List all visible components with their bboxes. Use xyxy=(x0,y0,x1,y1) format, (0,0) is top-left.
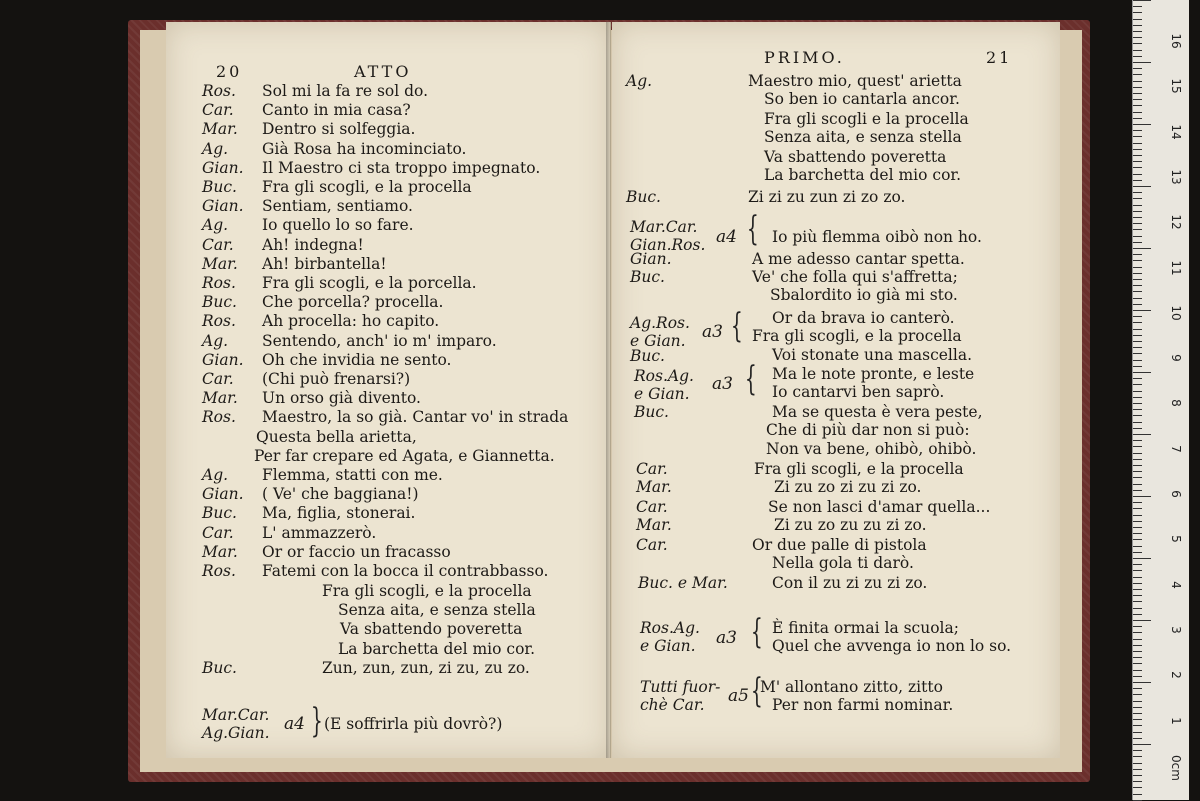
line-text: Fra gli scogli, e la porcella. xyxy=(262,274,477,292)
ruler-number: 2 xyxy=(1169,671,1183,679)
brace: { xyxy=(750,671,763,711)
ruler-number: 1 xyxy=(1169,716,1183,725)
line-text: Dentro si solfeggia. xyxy=(262,120,416,139)
measuring-ruler xyxy=(1132,0,1189,800)
line-text: Fra gli scogli, e la procella xyxy=(754,460,964,478)
ruler-tick xyxy=(1133,415,1142,416)
ruler-tick xyxy=(1133,136,1142,137)
speaker-label: Buc. e Mar. xyxy=(638,574,728,592)
ruler-tick xyxy=(1133,521,1142,522)
speaker-label: Buc. xyxy=(202,293,237,312)
ruler-number: 15 xyxy=(1169,78,1183,94)
ensemble-line: Quel che avvenga io non lo so. xyxy=(772,637,1012,655)
ruler-tick xyxy=(1133,701,1142,702)
ruler-tick xyxy=(1133,471,1142,472)
line-text: Nella gola ti darò. xyxy=(772,554,914,572)
line-text: Ah! indegna! xyxy=(262,235,364,254)
line-text: Voi stonate una mascella. xyxy=(772,346,973,364)
speaker-label: Buc. xyxy=(202,658,237,677)
brace: { xyxy=(750,612,763,652)
ruler-tick xyxy=(1133,143,1142,144)
page-number: 21 xyxy=(986,48,1013,67)
ruler-tick xyxy=(1133,87,1142,88)
ruler-number: 4 xyxy=(1169,580,1183,589)
ruler-tick xyxy=(1133,366,1142,367)
line-text: Per far crepare ed Agata, e Giannetta. xyxy=(254,446,555,465)
ensemble-line: Per non farmi nominar. xyxy=(772,696,954,714)
line-text: Fra gli scogli e la procella xyxy=(764,110,969,128)
ruler-tick xyxy=(1133,750,1142,751)
ensemble-line: È finita ormai la scuola; xyxy=(772,619,959,637)
line-text: Va sbattendo poveretta xyxy=(764,148,947,166)
ruler-tick xyxy=(1133,198,1142,199)
ruler-tick xyxy=(1133,663,1142,664)
ruler-tick xyxy=(1133,490,1142,491)
line-text: (Chi può frenarsi?) xyxy=(262,370,411,388)
ensemble-line: Io cantarvi ben saprò. xyxy=(772,383,945,401)
ruler-tick xyxy=(1133,446,1142,447)
ruler-tick xyxy=(1133,508,1142,509)
page-number: 20 xyxy=(216,62,243,81)
ruler-number: 12 xyxy=(1169,214,1183,230)
ruler-tick xyxy=(1133,546,1142,547)
line-text: La barchetta del mio cor. xyxy=(338,639,536,658)
speaker-label: Buc. xyxy=(630,268,665,286)
line-text: Or or faccio un fracasso xyxy=(262,542,451,561)
speaker-label: Mar. xyxy=(202,120,238,139)
speaker-label: Ros. xyxy=(202,82,236,100)
ruler-tick xyxy=(1133,310,1151,311)
ensemble-speaker: Ros.Ag. xyxy=(634,367,694,385)
speaker-label: Mar. xyxy=(636,478,672,496)
line-text: Sol mi la fa re sol do. xyxy=(262,82,429,100)
line-text: Senza aita, e senza stella xyxy=(764,128,962,146)
ruler-number: 7 xyxy=(1169,444,1183,453)
ruler-tick xyxy=(1133,676,1142,677)
ruler-tick xyxy=(1133,391,1142,392)
speaker-label: Car. xyxy=(636,498,668,516)
ruler-tick xyxy=(1133,496,1151,497)
ruler-number: 3 xyxy=(1169,626,1183,634)
ruler-tick xyxy=(1133,279,1142,280)
line-text: Ah! birbantella! xyxy=(262,254,387,273)
speaker-label: Mar. xyxy=(202,542,238,561)
ensemble-count: a4 xyxy=(284,714,305,734)
ensemble-line: Or da brava io canterò. xyxy=(772,309,955,327)
ruler-number: 11 xyxy=(1169,259,1183,276)
ruler-tick xyxy=(1133,260,1142,261)
ruler-tick xyxy=(1133,639,1142,640)
ensemble-count: a5 xyxy=(728,686,749,706)
ruler-tick xyxy=(1133,285,1142,286)
running-head: ATTO xyxy=(354,62,412,81)
brace: { xyxy=(730,306,743,346)
ruler-tick xyxy=(1133,229,1142,230)
ruler-tick xyxy=(1133,93,1142,94)
ruler-tick xyxy=(1133,502,1142,503)
line-text: Io quello lo so fare. xyxy=(262,216,414,235)
ruler-tick xyxy=(1133,558,1151,559)
speaker-label: Ag. xyxy=(202,466,229,484)
ruler-number: 16 xyxy=(1169,33,1183,49)
ensemble-speaker: e Gian. xyxy=(630,332,686,350)
ruler-tick xyxy=(1133,298,1142,299)
brace: } xyxy=(310,701,323,741)
ensemble-count: a3 xyxy=(712,374,733,394)
speaker-label: Ag. xyxy=(202,331,229,350)
speaker-label: Buc. xyxy=(630,347,665,365)
ruler-tick xyxy=(1133,533,1142,534)
ensemble-speaker: Ag.Gian. xyxy=(202,724,270,742)
line-text: Or due palle di pistola xyxy=(752,536,927,554)
ensemble-speaker: Ros.Ag. xyxy=(640,619,700,637)
speaker-label: Car. xyxy=(202,523,234,542)
ruler-tick xyxy=(1133,577,1142,578)
ruler-tick xyxy=(1133,347,1142,348)
ensemble-speaker: e Gian. xyxy=(640,637,696,655)
ruler-tick xyxy=(1133,651,1142,652)
ensemble-text: Io più flemma oibò non ho. xyxy=(772,228,982,246)
ruler-tick xyxy=(1133,273,1142,274)
ruler-tick xyxy=(1133,68,1142,69)
ruler-tick xyxy=(1133,242,1142,243)
ruler-tick xyxy=(1133,217,1142,218)
line-text: Non va bene, ohibò, ohibò. xyxy=(766,440,977,458)
ensemble-speaker: Mar.Car. xyxy=(630,218,698,236)
ruler-tick xyxy=(1133,12,1142,13)
line-text: Oh che invidia ne sento. xyxy=(262,350,452,369)
ruler-tick xyxy=(1133,211,1142,212)
ruler-tick xyxy=(1133,515,1142,516)
speaker-label: Mar. xyxy=(636,516,672,534)
ruler-tick xyxy=(1133,645,1142,646)
ruler-tick xyxy=(1133,130,1142,131)
speaker-label: Mar. xyxy=(202,254,238,273)
ruler-tick xyxy=(1133,608,1142,609)
ruler-tick xyxy=(1133,422,1142,423)
line-text: Se non lasci d'amar quella... xyxy=(768,498,991,516)
line-text: Il Maestro ci sta troppo impegnato. xyxy=(262,158,541,177)
ruler-tick xyxy=(1133,552,1142,553)
ruler-tick xyxy=(1133,781,1142,782)
line-text: Ah procella: ho capito. xyxy=(262,312,440,331)
ruler-tick xyxy=(1133,403,1142,404)
ruler-tick xyxy=(1133,694,1142,695)
ruler-tick xyxy=(1133,74,1142,75)
ruler-tick xyxy=(1133,713,1142,714)
ruler-tick xyxy=(1133,527,1142,528)
ruler-tick xyxy=(1133,453,1142,454)
speaker-label: Buc. xyxy=(626,188,661,206)
ruler-tick xyxy=(1133,31,1142,32)
left-page xyxy=(166,22,611,758)
ruler-tick xyxy=(1133,180,1142,181)
ensemble-text: (E soffrirla più dovrò?) xyxy=(324,715,503,733)
ruler-tick xyxy=(1133,81,1142,82)
ruler-tick xyxy=(1133,155,1142,156)
ruler-tick xyxy=(1133,787,1142,788)
line-text: Va sbattendo poveretta xyxy=(340,620,523,639)
ruler-tick xyxy=(1133,775,1142,776)
line-text: Che di più dar non si può: xyxy=(766,421,970,439)
ruler-tick xyxy=(1133,372,1151,373)
ruler-tick xyxy=(1133,378,1142,379)
ensemble-line: M' allontano zitto, zitto xyxy=(760,678,943,696)
line-text: Sbalordito io già mi sto. xyxy=(770,286,958,304)
right-page xyxy=(612,22,1060,758)
ruler-tick xyxy=(1133,465,1142,466)
speaker-label: Gian. xyxy=(202,197,244,216)
speaker-label: Car. xyxy=(202,370,234,388)
ruler-tick xyxy=(1133,688,1142,689)
line-text: Con il zu zi zu zi zo. xyxy=(772,574,928,592)
brace: { xyxy=(746,209,759,249)
speaker-label: Ros. xyxy=(202,408,236,427)
line-text: Fra gli scogli, e la procella xyxy=(262,178,472,196)
ruler-tick xyxy=(1133,43,1142,44)
line-text: Zi zi zu zun zi zo zo. xyxy=(748,188,906,206)
ruler-tick xyxy=(1133,409,1142,410)
ruler-tick xyxy=(1133,440,1142,441)
ruler-tick xyxy=(1133,167,1142,168)
ruler-tick xyxy=(1133,223,1142,224)
speaker-label: Gian. xyxy=(202,485,244,504)
ruler-tick xyxy=(1133,428,1142,429)
ruler-tick xyxy=(1133,329,1142,330)
line-text: Un orso già divento. xyxy=(262,389,421,408)
ruler-tick xyxy=(1133,707,1142,708)
ruler-number: 10 xyxy=(1169,305,1183,321)
ruler-tick xyxy=(1133,632,1142,633)
ruler-tick xyxy=(1133,484,1142,485)
ruler-tick xyxy=(1133,763,1142,764)
line-text: Sentendo, anch' io m' imparo. xyxy=(262,331,497,350)
speaker-label: Ros. xyxy=(202,312,236,331)
line-text: So ben io cantarla ancor. xyxy=(764,90,960,108)
ensemble-speaker: Tutti fuor- xyxy=(640,678,721,696)
ruler-tick xyxy=(1133,682,1151,683)
ruler-tick xyxy=(1133,316,1142,317)
ruler-number: 5 xyxy=(1169,535,1183,544)
ruler-tick xyxy=(1133,360,1142,361)
ruler-tick xyxy=(1133,304,1142,305)
ruler-tick xyxy=(1133,459,1142,460)
ruler-tick xyxy=(1133,725,1142,726)
brace: { xyxy=(744,359,757,399)
ruler-tick xyxy=(1133,738,1142,739)
ruler-tick xyxy=(1133,99,1142,100)
ruler-tick xyxy=(1133,322,1142,323)
ensemble-speaker: e Gian. xyxy=(634,385,690,403)
ruler-tick xyxy=(1133,112,1142,113)
line-text: Già Rosa ha incominciato. xyxy=(262,139,467,158)
ruler-tick xyxy=(1133,601,1142,602)
running-head: PRIMO. xyxy=(764,48,845,67)
speaker-label: Ag. xyxy=(202,216,229,235)
ruler-tick xyxy=(1133,0,1151,1)
ruler-tick xyxy=(1133,353,1142,354)
line-text: Ma se questa è vera peste, xyxy=(772,403,983,421)
speaker-label: Ag. xyxy=(626,72,653,90)
line-text: Fatemi con la bocca il contrabbasso. xyxy=(262,562,549,580)
ruler-tick xyxy=(1133,19,1142,20)
ruler-tick xyxy=(1133,335,1142,336)
line-text: Zun, zun, zun, zi zu, zu zo. xyxy=(322,658,530,677)
ruler-number: 0cm xyxy=(1169,754,1183,781)
ensemble-speaker: Gian.Ros. xyxy=(630,236,706,254)
speaker-label: Buc. xyxy=(202,178,237,196)
line-text: ( Ve' che baggiana!) xyxy=(262,485,419,504)
ruler-number: 13 xyxy=(1169,169,1183,185)
ruler-tick xyxy=(1133,539,1142,540)
speaker-label: Buc. xyxy=(202,504,237,523)
ensemble-line: Fra gli scogli, e la procella xyxy=(752,327,962,345)
ruler-tick xyxy=(1133,6,1142,7)
ruler-tick xyxy=(1133,719,1142,720)
speaker-label: Ag. xyxy=(202,139,229,158)
speaker-label: Mar. xyxy=(202,389,238,408)
ruler-tick xyxy=(1133,248,1151,249)
speaker-label: Buc. xyxy=(634,403,669,421)
ruler-tick xyxy=(1133,205,1142,206)
line-text: Flemma, statti con me. xyxy=(262,466,443,484)
ruler-tick xyxy=(1133,614,1142,615)
ruler-tick xyxy=(1133,769,1142,770)
ruler-tick xyxy=(1133,254,1142,255)
ruler-tick xyxy=(1133,192,1142,193)
ruler-tick xyxy=(1133,626,1142,627)
ruler-tick xyxy=(1133,756,1142,757)
ensemble-count: a3 xyxy=(716,628,737,648)
ruler-tick xyxy=(1133,50,1142,51)
ruler-tick xyxy=(1133,595,1142,596)
line-text: Maestro mio, quest' arietta xyxy=(748,72,962,90)
ruler-tick xyxy=(1133,291,1142,292)
ruler-tick xyxy=(1133,657,1142,658)
line-text: Sentiam, sentiamo. xyxy=(262,197,413,216)
ruler-tick xyxy=(1133,341,1142,342)
speaker-label: Car. xyxy=(636,536,668,554)
line-text: Che porcella? procella. xyxy=(262,293,444,312)
ruler-tick xyxy=(1133,105,1142,106)
ruler-tick xyxy=(1133,124,1151,125)
ruler-tick xyxy=(1133,670,1142,671)
ruler-tick xyxy=(1133,794,1142,795)
ensemble-count: a4 xyxy=(716,227,737,247)
line-text: Senza aita, e senza stella xyxy=(338,601,536,620)
ruler-tick xyxy=(1133,570,1142,571)
line-text: Ma, figlia, stonerai. xyxy=(262,504,416,523)
line-text: La barchetta del mio cor. xyxy=(764,166,962,184)
ensemble-count: a3 xyxy=(702,322,723,342)
ruler-tick xyxy=(1133,25,1142,26)
line-text: Maestro, la so già. Cantar vo' in strada xyxy=(262,408,569,427)
ruler-number: 8 xyxy=(1169,399,1183,408)
ruler-tick xyxy=(1133,37,1142,38)
line-text: Zi zu zo zu zu zi zo. xyxy=(774,516,927,534)
ensemble-speaker: chè Car. xyxy=(640,696,705,714)
line-text: Questa bella arietta, xyxy=(256,427,417,446)
ensemble-speaker: Mar.Car. xyxy=(202,706,270,724)
ruler-tick xyxy=(1133,477,1142,478)
ruler-tick xyxy=(1133,186,1151,187)
ruler-number: 6 xyxy=(1169,490,1183,498)
ensemble-line: Ma le note pronte, e leste xyxy=(772,365,975,383)
ruler-tick xyxy=(1133,620,1151,621)
ruler-tick xyxy=(1133,589,1142,590)
ruler-tick xyxy=(1133,397,1142,398)
ruler-tick xyxy=(1133,744,1151,745)
ruler-tick xyxy=(1133,161,1142,162)
speaker-label: Gian. xyxy=(630,250,672,268)
line-text: Fra gli scogli, e la procella xyxy=(322,582,532,600)
ruler-tick xyxy=(1133,384,1142,385)
ruler-number: 14 xyxy=(1169,123,1183,140)
ruler-tick xyxy=(1133,118,1142,119)
speaker-label: Ros. xyxy=(202,274,236,292)
ruler-tick xyxy=(1133,267,1142,268)
ruler-tick xyxy=(1133,174,1142,175)
speaker-label: Ros. xyxy=(202,562,236,580)
ruler-tick xyxy=(1133,236,1142,237)
speaker-label: Gian. xyxy=(202,350,244,369)
line-text: Ve' che folla qui s'affretta; xyxy=(752,268,958,286)
ruler-tick xyxy=(1133,62,1151,63)
ruler-tick xyxy=(1133,434,1151,435)
ruler-number: 9 xyxy=(1169,354,1183,362)
line-text: L' ammazzerò. xyxy=(262,523,377,542)
line-text: Zi zu zo zi zu zi zo. xyxy=(774,478,922,496)
speaker-label: Car. xyxy=(202,101,234,120)
ruler-tick xyxy=(1133,583,1142,584)
ruler-tick xyxy=(1133,149,1142,150)
line-text: Canto in mia casa? xyxy=(262,101,411,120)
line-text: A me adesso cantar spetta. xyxy=(752,250,965,268)
ensemble-speaker: Ag.Ros. xyxy=(630,314,690,332)
ruler-tick xyxy=(1133,56,1142,57)
speaker-label: Gian. xyxy=(202,158,244,177)
speaker-label: Car. xyxy=(636,460,668,478)
ruler-tick xyxy=(1133,564,1142,565)
speaker-label: Car. xyxy=(202,235,234,254)
ruler-tick xyxy=(1133,732,1142,733)
